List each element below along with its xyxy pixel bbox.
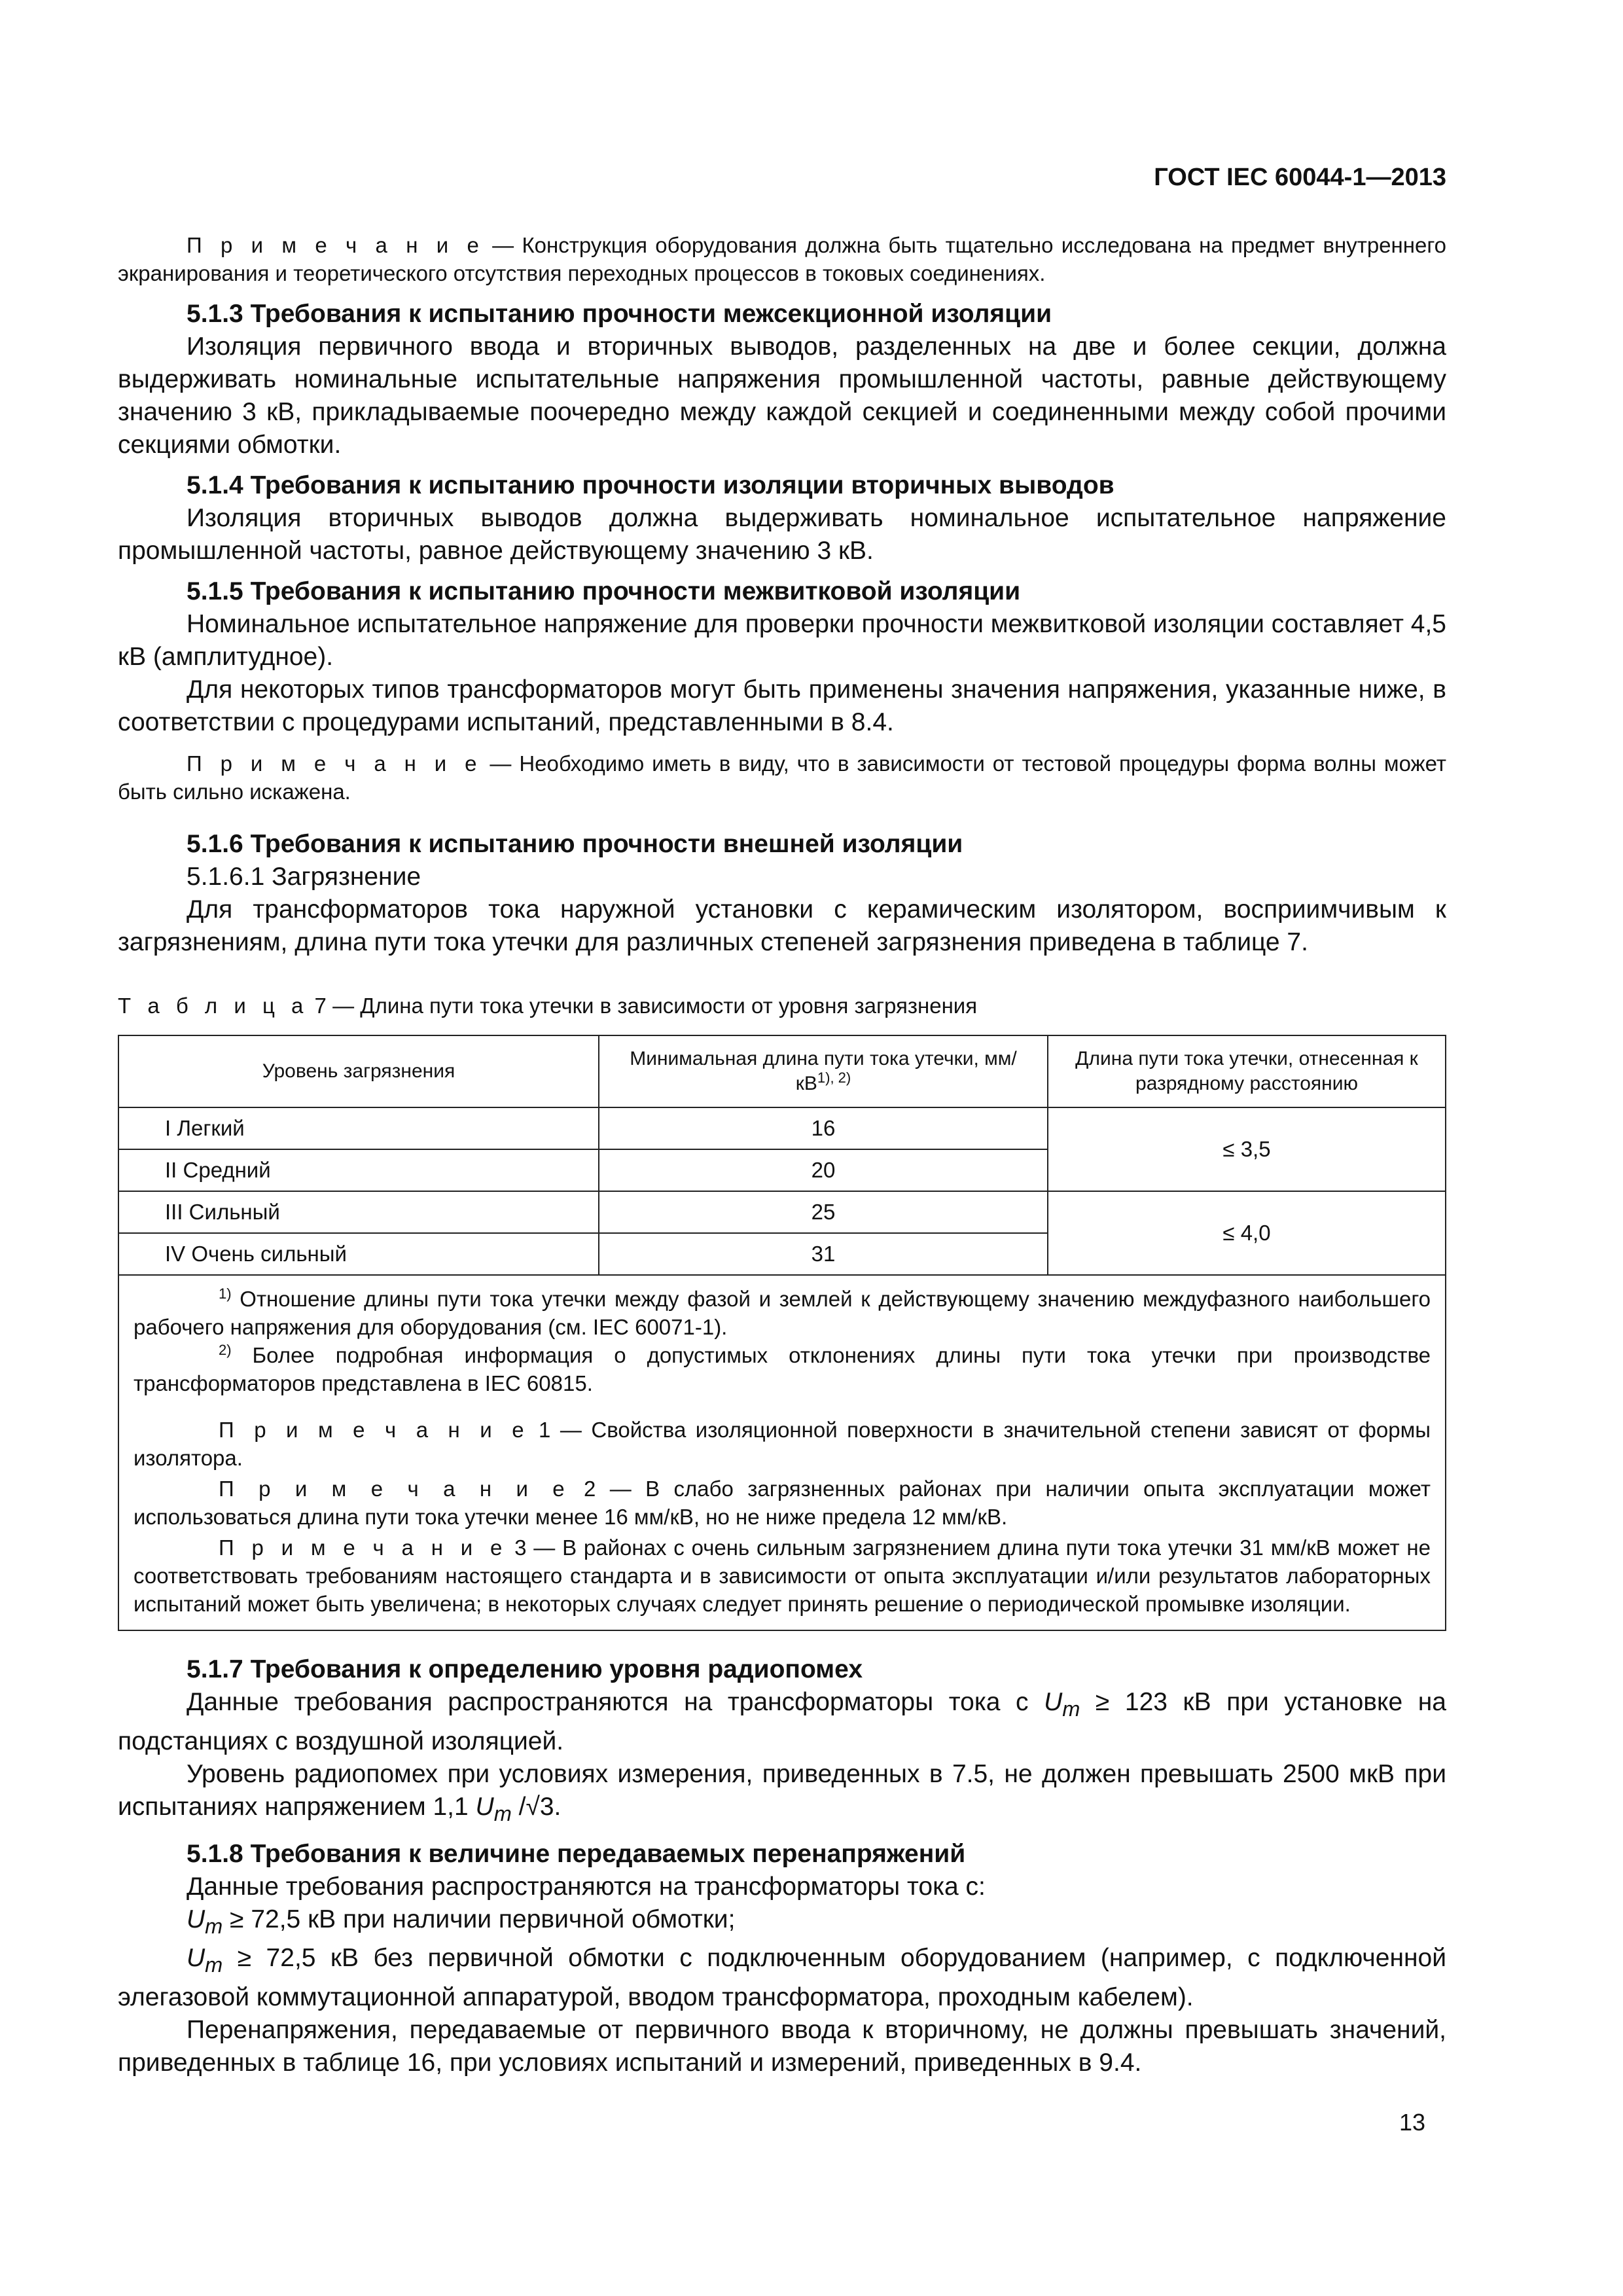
footnote-mark: 1) [219,1285,232,1302]
footnote-mark: 2) [219,1342,232,1358]
standard-designation: ГОСТ IEC 60044-1—2013 [1154,164,1446,191]
footnote-text: Более подробная информация о допустимых отклонениях длины пути тока утечки при производстве трансформаторов представлена в IEC 60815. [134,1343,1431,1395]
note-label: П р и м е ч а н и е [219,1535,508,1560]
para-5-1-5-a: Номинальное испытательное напряжение для проверки прочности межвитковой изоляции составляет 4,5 кВ (амплитудное). [118,610,1446,671]
caption-label: Т а б л и ц а [118,994,309,1018]
para-5-1-7-a [118,1686,1446,1758]
symbol-m: m [205,1914,223,1938]
cell-level: IV Очень сильный [118,1233,599,1275]
note-label: П р и м е ч а н и е [187,233,484,257]
note-text: 3 — В районах с очень сильным загрязнением длина пути тока утечки 31 мм/кВ может не соответствовать требованиям настоящего стандарта и в зависимости от опыта эксплуатации и/или результатов лабораторных испытаний может быть увеличена; в некоторых случаях следует принять решение о периодической промывке изоляции. [134,1535,1431,1616]
table-note-3 [134,1534,1431,1618]
para-5-1-3: Изоляция первичного ввода и вторичных выводов, разделенных на две и более секции, должна выдерживать номинальные испытательные напряжения промышленной частоты, равные действующему значению 3 кВ, прикладываемые поочередно между каждой секцией и соединенными между собой прочими секциями обмотки. [118,332,1446,459]
symbol-m: m [205,1953,223,1977]
table-note-1 [134,1416,1431,1472]
note-text: 1 — Свойства изоляционной поверхности в значительной степени зависят от формы изолятора. [134,1418,1431,1470]
text-fragment: ≥ 72,5 кВ при наличии первичной обмотки; [223,1905,736,1933]
text-fragment: ≥ 123 кВ при установке на подстанциях с воздушной изоляцией. [118,1688,1446,1755]
note-text: — Необходимо иметь в виду, что в зависимости от тестовой процедуры форма волны может быть сильно искажена. [118,751,1447,804]
col-header-footnote-mark: 1), 2) [817,1069,851,1086]
table-note-2 [134,1475,1431,1531]
footnote-2 [134,1341,1431,1397]
symbol-u: U [475,1792,494,1821]
para-5-1-8-c [118,1942,1446,2014]
para-5-1-8-d: Перенапряжения, передаваемые от первичного ввода к вторичному, не должны превышать значений, приведенных в таблице 16, при условиях испытаний и измерений, приведенных в 9.4. [118,2016,1446,2077]
col-header-min-length-text: Минимальная длина пути тока утечки, мм/кВ [630,1048,1017,1094]
text-fragment: Данные требования распространяются на трансформаторы тока с [187,1688,1044,1716]
symbol-m: m [493,1801,512,1825]
symbol-m: m [1062,1696,1080,1721]
caption-text: 7 — Длина пути тока утечки в зависимости от уровня загрязнения [308,994,978,1018]
note-top [118,231,1446,287]
note-text: — Конструкция оборудования должна быть тщательно исследована на предмет внутреннего экранирования и теоретического отсутствия переходных процессов в токовых соединениях. [118,233,1446,285]
page-content [118,124,1446,2079]
para-5-1-5-b: Для некоторых типов трансформаторов могут быть применены значения напряжения, указанные ниже, в соответствии с процедурами испытаний, представленными в 8.4. [118,675,1446,736]
note-5-1-5 [118,749,1446,806]
cell-min: 25 [599,1191,1048,1233]
cell-level: I Легкий [118,1107,599,1149]
symbol-u: U [187,1905,205,1933]
heading-5-1-7: 5.1.7 Требования к определению уровня радиопомех [187,1655,863,1683]
cell-min: 20 [599,1149,1048,1191]
table-row [118,1191,1446,1233]
cell-level: III Сильный [118,1191,599,1233]
table-row [118,1107,1446,1149]
text-fragment: Уровень радиопомех при условиях измерения, приведенных в 7.5, не должен превышать 2500 мкВ при испытаниях напряжением 1,1 [118,1759,1446,1821]
cell-min: 16 [599,1107,1048,1149]
footnote-text: Отношение длины пути тока утечки между фазой и землей к действующему значению междуфазного наибольшего рабочего напряжения для оборудования (см. IEC 60071-1). [134,1287,1431,1339]
para-5-1-8-b [118,1903,1446,1943]
table-caption [118,992,1446,1020]
cell-relative: ≤ 4,0 [1048,1191,1446,1275]
text-fragment: ≥ 72,5 кВ без первичной обмотки с подключенным оборудованием (например, с подключенной элегазовой коммутационной аппаратурой, вводом трансформатора, проходным кабелем). [118,1944,1446,2012]
subheading-5-1-6-1: 5.1.6.1 Загрязнение [187,863,421,891]
col-header-min-length [599,1035,1048,1107]
heading-5-1-8: 5.1.8 Требования к величине передаваемых перенапряжений [187,1839,966,1868]
heading-5-1-6: 5.1.6 Требования к испытанию прочности внешней изоляции [187,830,963,858]
note-label: П р и м е ч а н и е [219,1477,570,1501]
symbol-u: U [1044,1688,1063,1716]
para-5-1-8-a: Данные требования распространяются на трансформаторы тока с: [187,1872,986,1901]
heading-5-1-5: 5.1.5 Требования к испытанию прочности межвитковой изоляции [187,577,1021,605]
table-footnotes-row [118,1275,1446,1630]
note-text: 2 — В слабо загрязненных районах при наличии опыта эксплуатации может использоваться длина пути тока утечки менее 16 мм/кВ, но не ниже предела 12 мм/кВ. [134,1477,1431,1529]
table-7 [118,1035,1446,1631]
col-header-level: Уровень загрязнения [118,1035,599,1107]
heading-5-1-4: 5.1.4 Требования к испытанию прочности изоляции вторичных выводов [187,471,1115,499]
cell-relative: ≤ 3,5 [1048,1107,1446,1191]
text-fragment: /√3. [511,1792,562,1821]
table-footnotes [118,1275,1446,1630]
cell-min: 31 [599,1233,1048,1275]
col-header-relative-length: Длина пути тока утечки, отнесенная к разрядному расстоянию [1048,1035,1446,1107]
footnote-1 [134,1285,1431,1341]
table-header-row [118,1035,1446,1107]
cell-level: II Средний [118,1149,599,1191]
heading-5-1-3: 5.1.3 Требования к испытанию прочности межсекционной изоляции [187,300,1052,328]
note-label: П р и м е ч а н и е [219,1418,529,1442]
para-5-1-7-b [118,1758,1446,1830]
para-5-1-4: Изоляция вторичных выводов должна выдерживать номинальное испытательное напряжение промышленной частоты, равное действующему значению 3 кВ. [118,504,1446,565]
note-label: П р и м е ч а н и е [187,751,482,776]
symbol-u: U [187,1944,205,1973]
para-5-1-6: Для трансформаторов тока наружной установки с керамическим изолятором, восприимчивым к загрязнениям, длина пути тока утечки для различных степеней загрязнения приведена в таблице 7. [118,895,1446,956]
page-number: 13 [1399,2109,1426,2136]
